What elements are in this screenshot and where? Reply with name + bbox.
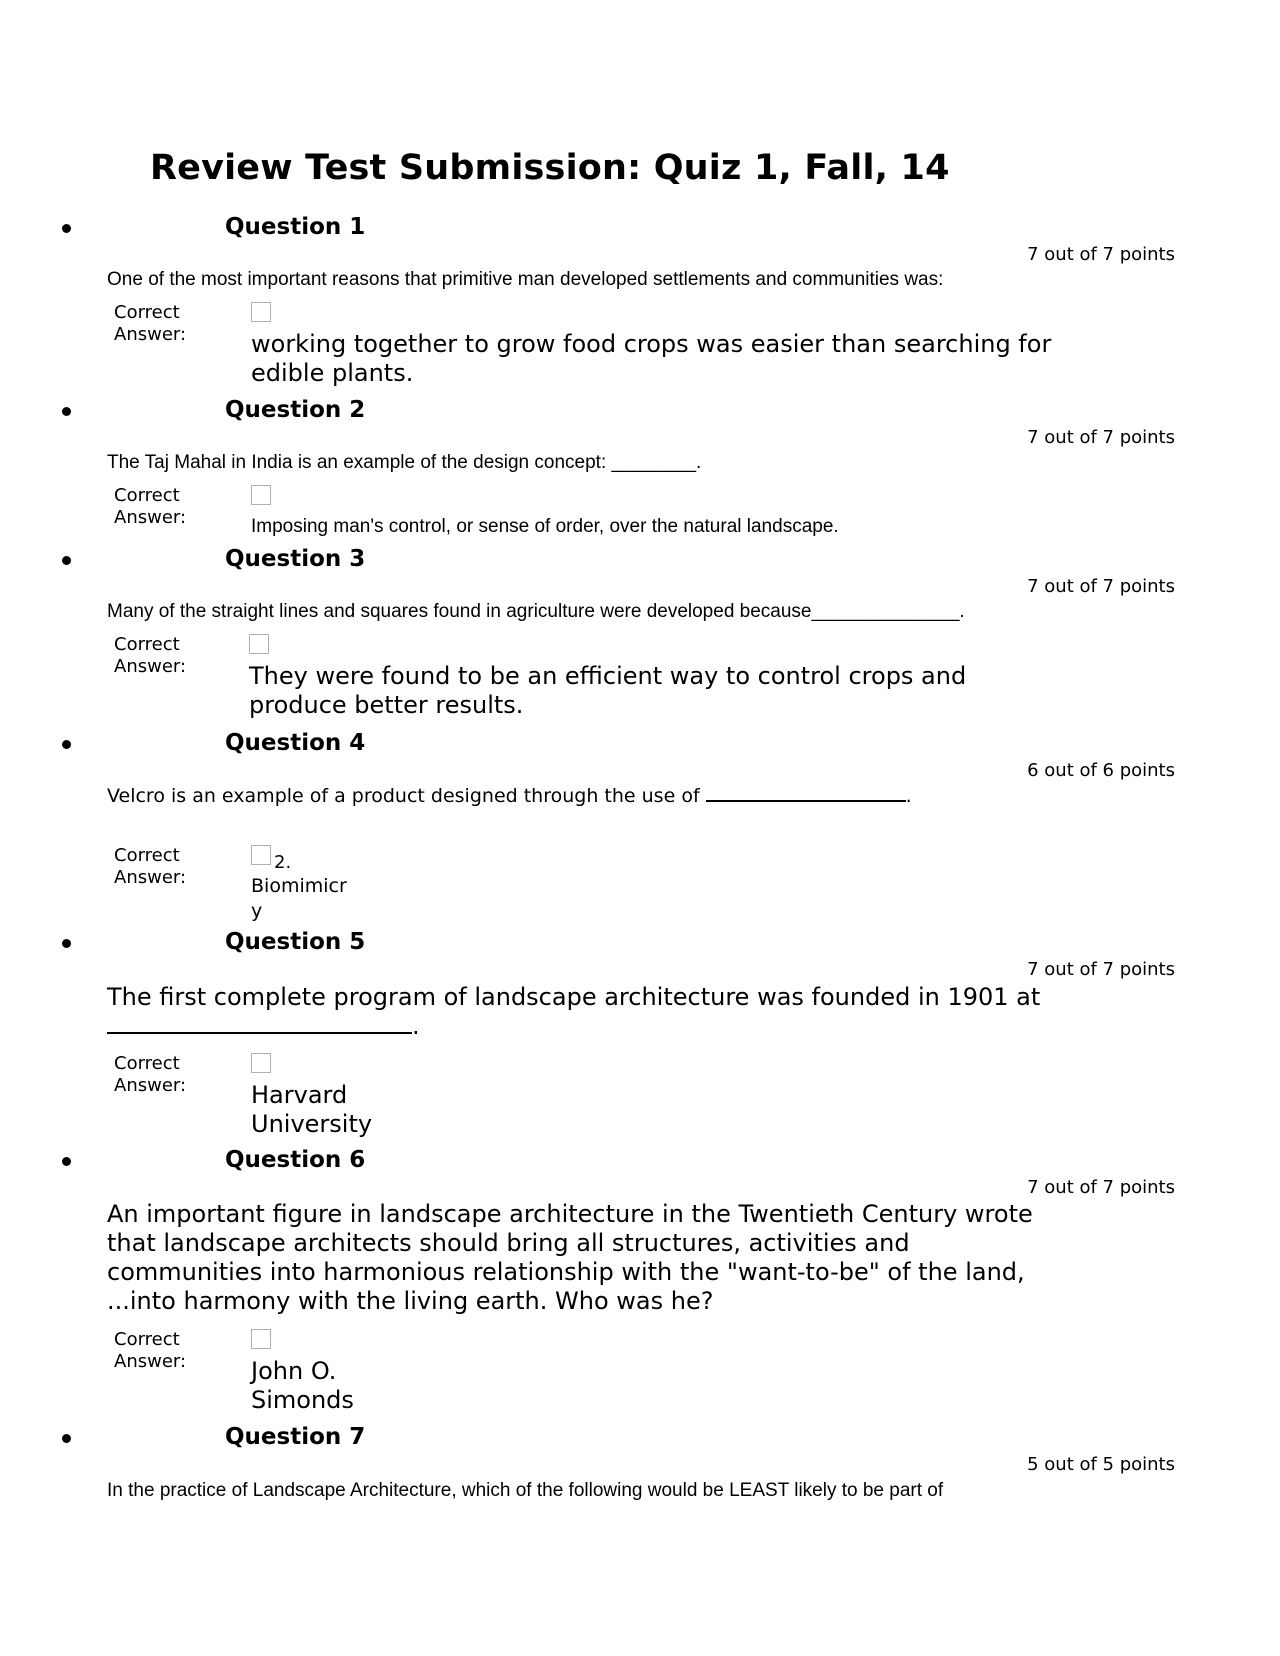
question-3-points: 7 out of 7 points xyxy=(1027,576,1175,597)
question-7-title: Question 7 xyxy=(225,1424,366,1450)
bullet-icon xyxy=(62,224,71,233)
question-6-title: Question 6 xyxy=(225,1147,366,1173)
question-7-text: In the practice of Landscape Architecture, which of the following would be LEAST likely to be part of xyxy=(107,1480,944,1501)
question-6-text: An important figure in landscape architecture in the Twentieth Century wrote that landscape architects should bring all structures, activities and communities into harmonious relationship with the "want-to-be" of the land, ...into harmony with the living earth. Who was he? xyxy=(107,1200,1033,1315)
question-3-text: Many of the straight lines and squares found in agriculture were developed because______________. xyxy=(107,601,965,622)
bullet-icon xyxy=(62,740,71,749)
question-5-answer: Harvard University xyxy=(251,1081,373,1138)
question-5-text-before: The first complete program of landscape architecture was founded in 1901 at xyxy=(107,983,1041,1011)
question-1-text: One of the most important reasons that primitive man developed settlements and communities was: xyxy=(107,269,944,290)
bullet-icon xyxy=(62,939,71,948)
bullet-icon xyxy=(62,407,71,416)
question-1-points: 7 out of 7 points xyxy=(1027,244,1175,265)
question-3-answer: They were found to be an efficient way to control crops and produce better results. xyxy=(249,662,967,719)
question-4-title: Question 4 xyxy=(225,730,366,756)
bullet-icon xyxy=(62,1434,71,1443)
bullet-icon xyxy=(62,556,71,565)
answer-checkbox[interactable] xyxy=(251,1329,271,1349)
question-6-answer: John O. Simonds xyxy=(251,1357,354,1414)
correct-answer-label: Correct Answer: xyxy=(114,1329,187,1372)
question-3-title: Question 3 xyxy=(225,546,366,572)
question-7-points: 5 out of 5 points xyxy=(1027,1454,1175,1475)
question-5-points: 7 out of 7 points xyxy=(1027,959,1175,980)
correct-answer-label: Correct Answer: xyxy=(114,302,187,345)
question-4-text-after: . xyxy=(905,785,912,807)
answer-blank xyxy=(107,1014,412,1034)
question-5-text xyxy=(107,983,1057,1041)
answer-checkbox[interactable] xyxy=(251,845,271,865)
answer-blank xyxy=(706,782,906,802)
question-6-points: 7 out of 7 points xyxy=(1027,1177,1175,1198)
question-4-points: 6 out of 6 points xyxy=(1027,760,1175,781)
page-title: Review Test Submission: Quiz 1, Fall, 14 xyxy=(150,148,950,188)
answer-checkbox[interactable] xyxy=(251,1053,271,1073)
question-4-text xyxy=(107,782,1057,810)
question-2-text: The Taj Mahal in India is an example of the design concept: ________. xyxy=(107,452,702,473)
question-2-answer: Imposing man's control, or sense of order, over the natural landscape. xyxy=(251,516,839,537)
answer-checkbox[interactable] xyxy=(251,302,271,322)
correct-answer-label: Correct Answer: xyxy=(114,485,187,528)
question-4-answer: Biomimicry xyxy=(251,875,347,922)
correct-answer-label: Correct Answer: xyxy=(114,1053,187,1096)
question-4-text-before: Velcro is an example of a product designed through the use of xyxy=(107,785,706,807)
correct-answer-label: Correct Answer: xyxy=(114,634,187,677)
question-5-text-after: . xyxy=(412,1012,420,1040)
question-2-points: 7 out of 7 points xyxy=(1027,427,1175,448)
question-2-title: Question 2 xyxy=(225,397,366,423)
question-1-title: Question 1 xyxy=(225,214,366,240)
correct-answer-label: Correct Answer: xyxy=(114,845,187,888)
question-4-answer-number: 2. xyxy=(274,852,292,873)
question-5-title: Question 5 xyxy=(225,929,366,955)
answer-checkbox[interactable] xyxy=(249,634,269,654)
question-1-answer: working together to grow food crops was easier than searching for edible plants. xyxy=(251,330,1052,387)
answer-checkbox[interactable] xyxy=(251,485,271,505)
bullet-icon xyxy=(62,1157,71,1166)
